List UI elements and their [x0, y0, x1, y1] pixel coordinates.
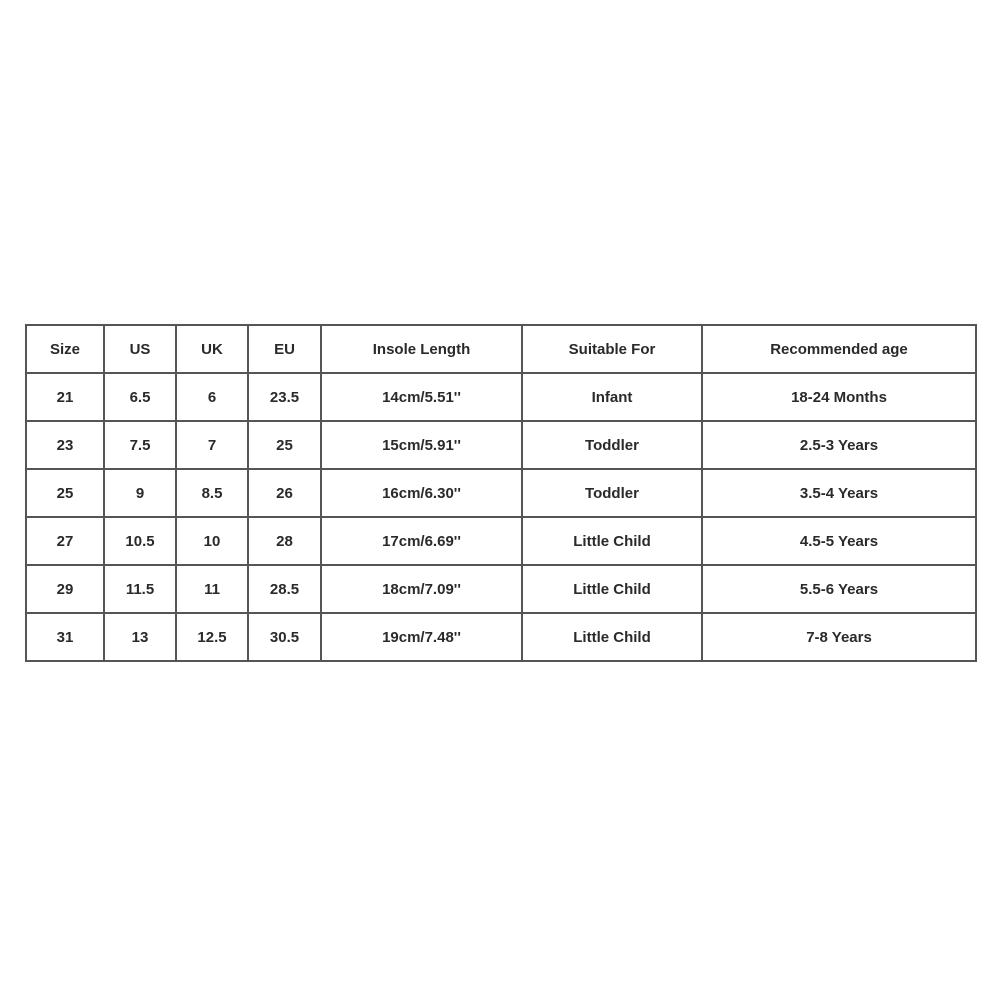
header-row [26, 325, 976, 373]
header-size: Size [26, 325, 104, 373]
cell-uk: 10 [176, 517, 248, 565]
cell-suitable-for: Little Child [522, 613, 702, 661]
cell-eu: 25 [248, 421, 321, 469]
cell-uk: 6 [176, 373, 248, 421]
table-row [26, 565, 976, 613]
cell-uk: 12.5 [176, 613, 248, 661]
header-recommended-age: Recommended age [702, 325, 976, 373]
cell-suitable-for: Little Child [522, 565, 702, 613]
cell-insole-length: 15cm/5.91'' [321, 421, 522, 469]
header-uk: UK [176, 325, 248, 373]
cell-insole-length: 17cm/6.69'' [321, 517, 522, 565]
cell-us: 13 [104, 613, 176, 661]
cell-recommended-age: 2.5-3 Years [702, 421, 976, 469]
table-header [26, 325, 976, 373]
cell-size: 31 [26, 613, 104, 661]
cell-us: 7.5 [104, 421, 176, 469]
cell-recommended-age: 5.5-6 Years [702, 565, 976, 613]
cell-eu: 28 [248, 517, 321, 565]
cell-eu: 26 [248, 469, 321, 517]
header-us: US [104, 325, 176, 373]
size-chart-table [25, 324, 977, 662]
table-row [26, 469, 976, 517]
header-insole-length: Insole Length [321, 325, 522, 373]
cell-suitable-for: Toddler [522, 421, 702, 469]
cell-suitable-for: Infant [522, 373, 702, 421]
cell-us: 6.5 [104, 373, 176, 421]
table-body [26, 373, 976, 661]
cell-eu: 30.5 [248, 613, 321, 661]
cell-us: 11.5 [104, 565, 176, 613]
cell-size: 29 [26, 565, 104, 613]
cell-uk: 8.5 [176, 469, 248, 517]
cell-size: 23 [26, 421, 104, 469]
cell-uk: 11 [176, 565, 248, 613]
cell-insole-length: 18cm/7.09'' [321, 565, 522, 613]
header-suitable-for: Suitable For [522, 325, 702, 373]
cell-recommended-age: 4.5-5 Years [702, 517, 976, 565]
cell-insole-length: 19cm/7.48'' [321, 613, 522, 661]
header-eu: EU [248, 325, 321, 373]
cell-eu: 23.5 [248, 373, 321, 421]
cell-recommended-age: 7-8 Years [702, 613, 976, 661]
cell-uk: 7 [176, 421, 248, 469]
cell-insole-length: 16cm/6.30'' [321, 469, 522, 517]
cell-size: 27 [26, 517, 104, 565]
table-row [26, 517, 976, 565]
cell-recommended-age: 18-24 Months [702, 373, 976, 421]
cell-eu: 28.5 [248, 565, 321, 613]
table-row [26, 613, 976, 661]
table-row [26, 421, 976, 469]
cell-insole-length: 14cm/5.51'' [321, 373, 522, 421]
cell-us: 9 [104, 469, 176, 517]
cell-size: 21 [26, 373, 104, 421]
table-row [26, 373, 976, 421]
cell-recommended-age: 3.5-4 Years [702, 469, 976, 517]
cell-suitable-for: Toddler [522, 469, 702, 517]
cell-suitable-for: Little Child [522, 517, 702, 565]
cell-size: 25 [26, 469, 104, 517]
cell-us: 10.5 [104, 517, 176, 565]
